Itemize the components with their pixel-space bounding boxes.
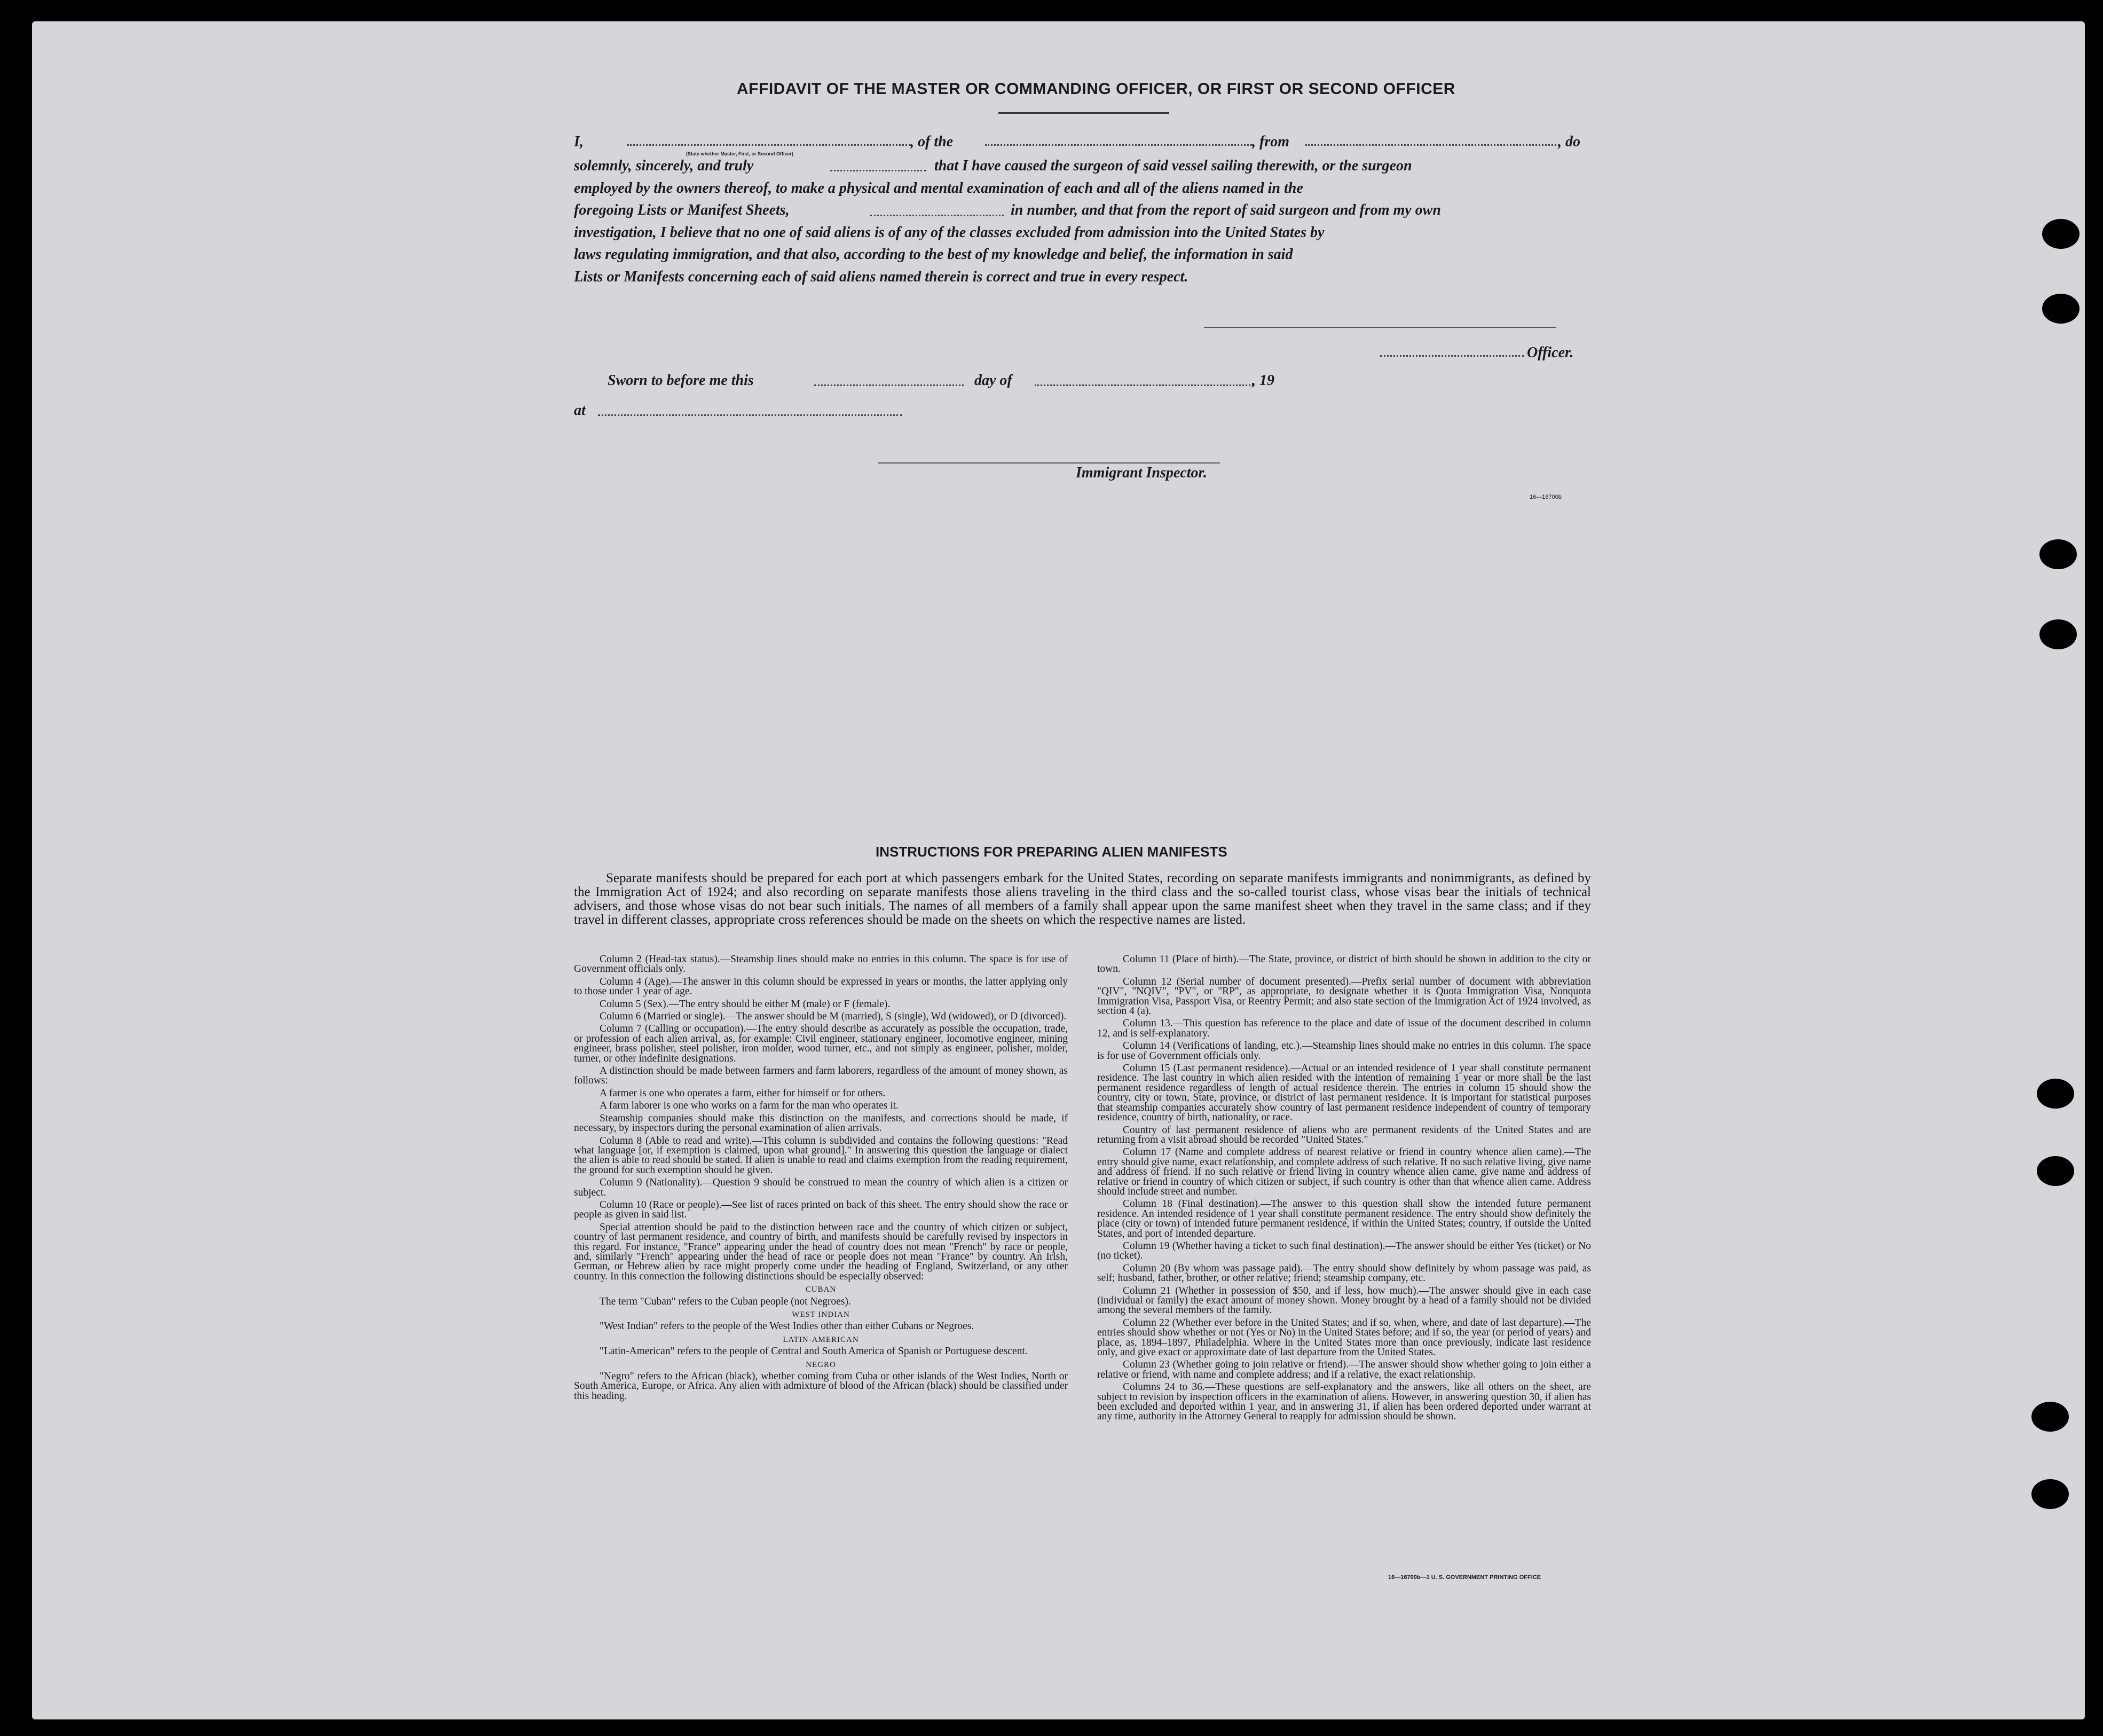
instructions-title: INSTRUCTIONS FOR PREPARING ALIEN MANIFESTS: [876, 844, 1227, 860]
instruction-paragraph: Column 11 (Place of birth).—The State, province, or district of birth should be shown in addition to the city or town.: [1097, 954, 1591, 975]
sworn-field[interactable]: [830, 170, 926, 171]
affidavit-line3: employed by the owners thereof, to make a physical and mental examination of each and all of the aliens named in the: [574, 180, 1303, 197]
instructions-intro: Separate manifests should be prepared for each port at which passengers embark for the United States, recording on separate manifests immigrants and nonimmigrants, as defined by the Immigration Act of 1924; and also recording on separate manifests those aliens traveling in the third class and the so-called tourist class, whose visas bear the initials of technical advisers, and those whose visas do not bear such initials. The names of all members of a family shall appear upon the same manifest sheet when they travel in the same class; and if they travel in different classes, appropriate cross references should be made on the sheets on which the respective names are listed.: [574, 871, 1591, 927]
instruction-paragraph: Column 20 (By whom was passage paid).—The entry should show definitely by whom passage was paid, as self; husband, father, brother, or other relative; friend; steamship company, etc.: [1097, 1262, 1591, 1284]
form-code: 16—16700b: [1530, 494, 1562, 500]
punch-hole: [2037, 1156, 2074, 1186]
instruction-paragraph: Column 22 (Whether ever before in the United States; and if so, when, where, and date of last departure).—The entries should show whether or not (Yes or No) in the United States before; and if so, the year (or period of years) and place, as, 1894–1897, Philadelphia. Where in the United States more than once previously, indicate last residence only, and give exact or approximate date of last departure from the United States.: [1097, 1317, 1591, 1358]
affidavit-do: , do: [1558, 133, 1580, 150]
affidavit-line7: Lists or Manifests concerning each of said aliens named therein is correct and true in every respect.: [574, 269, 1188, 285]
race-heading: NEGRO: [806, 1360, 836, 1369]
title-underline: [998, 112, 1169, 114]
officer-rank-field[interactable]: [627, 144, 910, 146]
inspector-label: Immigrant Inspector.: [1076, 465, 1207, 481]
signature-line: [1204, 327, 1556, 328]
instruction-paragraph: Column 21 (Whether in possession of $50, and if less, how much).—The answer should give in each case (individual or family) the exact amount of money shown. Money brought by a head of a family should not be divided among the several members of the family.: [1097, 1285, 1591, 1316]
at-label: at: [574, 402, 586, 419]
sworn-year: , 19: [1252, 372, 1274, 389]
punch-hole: [2031, 1479, 2069, 1509]
race-definition: "Latin-American" refers to the people of Central and South America of Spanish or Portuguese descent.: [600, 1346, 1028, 1357]
affidavit-of-the: , of the: [910, 133, 954, 150]
officer-signature-field[interactable]: [1380, 355, 1524, 357]
affidavit-line6: laws regulating immigration, and that also, according to the best of my knowledge and belief, the information in said: [574, 246, 1293, 263]
race-definition: "West Indian" refers to the people of the West Indies other than either Cubans or Negroes.: [600, 1321, 974, 1332]
affidavit-from: , from: [1252, 133, 1289, 150]
instruction-paragraph: A distinction should be made between farmers and farm laborers, regardless of the amount of money shown, as follows:: [574, 1065, 1068, 1087]
sworn-start: Sworn to before me this: [608, 372, 754, 389]
race-heading: WEST INDIAN: [792, 1310, 850, 1319]
affidavit-line4-end: in number, and that from the report of said surgeon and from my own: [1011, 202, 1441, 218]
instruction-paragraph: Column 19 (Whether having a ticket to such final destination).—The answer should be either Yes (ticket) or No (no ticket).: [1097, 1240, 1591, 1262]
punch-hole: [2037, 1079, 2074, 1109]
affidavit-title: AFFIDAVIT OF THE MASTER OR COMMANDING OFFICER, OR FIRST OR SECOND OFFICER: [737, 80, 1455, 98]
instruction-paragraph: Column 8 (Able to read and write).—This column is subdivided and contains the following questions: "Read what language [or, if exemption is claimed, upon what ground]." In answering this question the language or dialect the alien is able to read should be stated. If alien is unable to read and claims exemption from the reading requirement, the ground for such exemption should be given.: [574, 1135, 1068, 1176]
instruction-paragraph: Column 18 (Final destination).—The answer to this question shall show the intended future permanent residence. An intended residence of 1 year shall constitute permanent residence. The entry should show definitely the place (city or town) of intended future permanent residence, if within the United States; country, if outside the United States, and port of intended departure.: [1097, 1198, 1591, 1239]
instruction-paragraph: Column 6 (Married or single).—The answer should be M (married), S (single), Wd (widowed), or D (divorced).: [600, 1011, 1067, 1023]
race-heading: CUBAN: [805, 1285, 837, 1294]
instruction-paragraph: A farmer is one who operates a farm, either for himself or for others.: [600, 1087, 886, 1099]
affidavit-line4-start: foregoing Lists or Manifest Sheets,: [574, 202, 790, 218]
officer-label: Officer.: [1527, 344, 1574, 361]
instruction-paragraph: Column 14 (Verifications of landing, etc.).—Steamship lines should make no entries in this column. The space is for use of Government officials only.: [1097, 1040, 1591, 1062]
punch-hole: [2042, 294, 2080, 324]
race-heading: LATIN-AMERICAN: [783, 1335, 859, 1344]
instruction-paragraph: Column 23 (Whether going to join relative or friend).—The answer should show whether going to join either a relative or friend, with name and complete address; and if a relative, the exact relationship.: [1097, 1359, 1591, 1380]
instructions-right-column: [1097, 955, 1591, 1425]
sworn-day-of: day of: [974, 372, 1012, 389]
affidavit-line2-start: solemnly, sincerely, and truly: [574, 158, 754, 174]
instruction-paragraph: Column 12 (Serial number of document presented).—Prefix serial number of document with abbreviation "QIV", "NQIV", "PV", or "RP", as appropriate, to designate whether it is Quota Immigration Visa, Nonquota Immigration Visa, Passport Visa, or Reentry Permit; and also state section of the Immigration Act of 1924 involved, as section 4 (a).: [1097, 976, 1591, 1017]
from-port-field[interactable]: [1305, 144, 1556, 146]
sworn-day-field[interactable]: [814, 384, 964, 386]
sworn-month-field[interactable]: [1035, 384, 1254, 386]
instruction-paragraph: Column 15 (Last permanent residence).—Actual or an intended residence of 1 year shall constitute permanent residence. The last country in which alien resided with the intention of remaining 1 year or more shall be the last permanent residence regardless of length of actual residence therein. The entries in column 15 should show the country, city or town, State, province, or district of last permanent residence. It is important for statistical purposes that steamship companies accurately show country of last permanent residence independent of country of temporary residence, country of birth, nationality, or race.: [1097, 1063, 1591, 1124]
instruction-paragraph: Column 7 (Calling or occupation).—The entry should describe as accurately as possible the occupation, trade, or profession of each alien arrival, as, for example: Civil engineer, stationary engineer, locomotive engineer, mining engineer, brass polisher, steel polisher, iron molder, wood turner, etc., and not simply as engineer, polisher, molder, turner, or other indefinite designations.: [574, 1023, 1068, 1064]
race-definition: "Negro" refers to the African (black), whether coming from Cuba or other islands of the West Indies, North or South America, Europe, or Africa. Any alien with admixture of blood of the African (black) should be classified under this heading.: [574, 1371, 1068, 1402]
instruction-paragraph: Country of last permanent residence of aliens who are permanent residents of the United States and are returning from a visit abroad should be recorded "United States.": [1097, 1124, 1591, 1145]
punch-hole: [2039, 619, 2077, 649]
instructions-left-column: [574, 955, 1068, 1404]
instruction-paragraph: Column 5 (Sex).—The entry should be either M (male) or F (female).: [600, 998, 891, 1010]
instruction-paragraph: Column 4 (Age).—The answer in this column should be expressed in years or months, the latter applying only to those under 1 year of age.: [574, 976, 1068, 997]
instruction-paragraph: Special attention should be paid to the distinction between race and the country of which citizen or subject, country of last permanent residence, and country of birth, and manifests should be carefully revised by inspectors in this regard. For instance, "France" appearing under the head of country does not mean "French" by race or people, and, similarly "French" appearing under the head of race or people does not mean "France" by country. An Irish, German, or Hebrew alien by race might properly come under the heading of England, Switzerland, or any other country. In this connection the following distinctions should be especially observed:: [574, 1221, 1068, 1282]
instruction-paragraph: A farm laborer is one who works on a farm for the man who operates it.: [600, 1100, 899, 1112]
at-place-field[interactable]: [598, 414, 902, 416]
punch-hole: [2042, 219, 2080, 249]
affidavit-line2-end: that I have caused the surgeon of said vessel sailing therewith, or the surgeon: [934, 158, 1412, 174]
instruction-paragraph: Columns 24 to 36.—These questions are self-explanatory and the answers, like all others on the sheet, are subject to revision by inspection officers in the examination of aliens. However, in answering question 30, if alien has been excluded and deported within 1 year, and in answering 31, if alien has been ordered deported under warrant at any time, authority in the Attorney General to reapply for admission should be shown.: [1097, 1381, 1591, 1423]
vessel-field[interactable]: [985, 144, 1252, 146]
instruction-paragraph: Column 17 (Name and complete address of nearest relative or friend in country whence alien came).—The entry should give name, exact relationship, and complete address of such relative. If no such relative living, give name and address of friend. If no such relative or friend living in country whence alien came, give name and address of relative or friend in country of which citizen or subject, if such country is other than that whence alien came. Address should include street and number.: [1097, 1146, 1591, 1197]
instruction-paragraph: Steamship companies should make this distinction on the manifests, and corrections should be made, if necessary, by inspectors during the personal examination of alien arrivals.: [574, 1112, 1068, 1134]
inspector-signature-line: [878, 462, 1220, 464]
instruction-paragraph: Column 10 (Race or people).—See list of races printed on back of this sheet. The entry should show the race or people as given in said list.: [574, 1199, 1068, 1221]
instruction-paragraph: Column 2 (Head-tax status).—Steamship lines should make no entries in this column. The space is for use of Government officials only.: [574, 954, 1068, 975]
punch-hole: [2031, 1402, 2069, 1432]
race-definition: The term "Cuban" refers to the Cuban people (not Negroes).: [600, 1295, 851, 1307]
aliens-count-field[interactable]: [870, 215, 1004, 216]
printing-office-footer: 16—16700b—1 U. S. GOVERNMENT PRINTING OFFICE: [1388, 1574, 1541, 1581]
punch-hole: [2039, 539, 2077, 569]
instruction-paragraph: Column 13.—This question has reference to the place and date of issue of the document described in column 12, and is self-explanatory.: [1097, 1018, 1591, 1039]
affidavit-line5: investigation, I believe that no one of said aliens is of any of the classes excluded from admission into the United States by: [574, 224, 1325, 241]
instruction-paragraph: Column 9 (Nationality).—Question 9 should be construed to mean the country of which alien is a citizen or subject.: [574, 1177, 1068, 1198]
state-whether-note: (State whether Master, First, or Second Officer): [686, 151, 794, 156]
affidavit-i: I,: [574, 133, 584, 150]
